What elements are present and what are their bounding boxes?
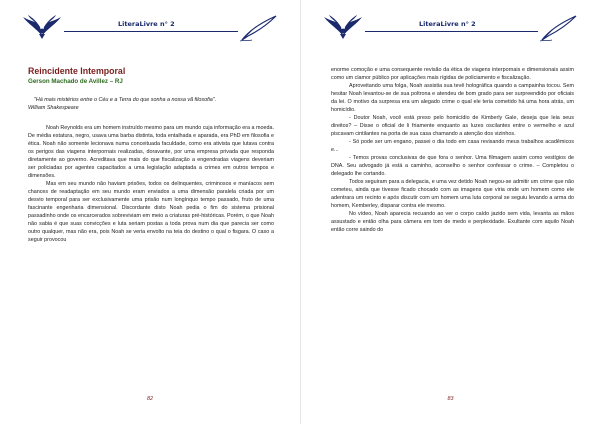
- right-page-content: [331, 66, 574, 234]
- left-page-content: [28, 66, 274, 244]
- quill-icon: [538, 14, 578, 42]
- epigraph: [28, 96, 274, 112]
- paragraph: Aproveitando uma folga, Noah assistia sua tevê holográfica quando a campainha tocou. Sem hesitar Noah levantou-se de sua poltrona e atendeu de bom grado para ser surpreendido por oficiais da lei. O motivo da surpresa era um alegado crime o qual ele teria cometido há uma hora atrás, um homicídio.: [331, 83, 574, 113]
- story-author: Gerson Machado de Avillez – RJ: [28, 78, 123, 85]
- paragraph: - Só pode ser um engano, passei o dia todo em casa revisando meus trabalhos acadêmicos e...: [331, 139, 574, 153]
- paragraph: - Temos provas conclusivas de que fora o senhor. Uma filmagem assim como vestígios de DNA. Seu advogado já está a caminho, aconselho o senhor confessar o crime. – Completou o delegado lhe cortando.: [331, 155, 574, 177]
- page-header: [323, 14, 578, 44]
- epigraph-quote: "Há mais mistérios entre o Céu e a Terra do que sonha a nossa vã filosofia".: [34, 97, 217, 103]
- header-rule: [365, 31, 538, 32]
- header-rule: [64, 31, 238, 32]
- page-header: [22, 14, 278, 44]
- story-title: Reincidente Intemporal: [28, 66, 126, 76]
- wings-icon: [323, 14, 363, 40]
- paragraph: Todos seguiram para a delegacia, e uma vez detido Noah negou-se admitir um crime que não cometeu, ainda que tivesse ficado chocado com as imagens que viria onde um homem como ele adentrara um recinto e após discutir com um homem uma luta corporal se seguiu levando a arma do homem, Kemberley, disparar contra ele mesmo.: [331, 179, 574, 209]
- right-page: [300, 0, 600, 424]
- paragraph: Mas em seu mundo não haviam prisões, todos os delinquentes, criminosos e maníacos sem chances de readaptação em seu mundo eram enviados a uma dimensão paralela criada por um desvio temporal para ser exclusivamente uma prisão num longínquo tempo passado, fruto de uma fascinante engenharia dimensional. Discordante disto Noah pedia o fim do sistema prisional passadinho onde os encarcerados sobreviviam em meio a criaturas pré-históricas. Porém, o que Noah não sabia é que suas convicções e luta seriam postas a toda prova num dia que parecia ser como outro qualquer, mas não era, pois Noah se veria envolto na teia do destino o qual o fisgara. O caso a seguir provocou: [28, 181, 274, 243]
- magazine-title: LiteraLivre n° 2: [118, 20, 175, 28]
- page-number: 82: [147, 396, 153, 402]
- quill-icon: [238, 14, 278, 42]
- epigraph-source: William Shakespeare: [28, 105, 79, 111]
- paragraph: No vídeo, Noah aparecia recuando ao ver o corpo caído jazido sem vida, levanta as mãos assustado e então olha para câmera em tom de medo e perplexidade. Exultante com aquilo Noah então corre saindo do: [331, 211, 574, 233]
- paragraph: Noah Reynolds era um homem instruído mesmo para um mundo cuja informação era a moeda. De média estatura, negro, usava uma barba distinta, toda entalhada e aparada, era PhD em filosofia e ética. Noah não somente lecionava numa conceituada faculdade, como era ativista que lutava contra os perigos das viagens interpornais realizadas, doravante, por uma empresa privada que responda diretamente ao governo. Acreditava que mais do que fiscalização a engendradas viagens deveriam ser policiadas por agentes capacitados a uma legislação adaptada a crimes em outros tempos e dimensões.: [28, 125, 275, 179]
- paragraph: - Doutor Noah, você está preso pelo homicídio de Kimberly Gale, deseja que leia seus direitos? – Disse o oficial de li friamente enquanto as luzes oscilantes entre o vermelho e azul piscavam cintilantes na porta de sua casa chamando a atenção dos vizinhos.: [331, 115, 574, 137]
- paragraph: enorme comoção e uma consequente revisão da ética de viagens interpornais e dimensionais assim como um clamor público por aplicações mais rígidas de policiamento e fiscalização.: [331, 67, 574, 81]
- magazine-title: LiteraLivre n° 2: [419, 20, 476, 28]
- wings-icon: [22, 14, 62, 40]
- page-number: 83: [447, 396, 454, 402]
